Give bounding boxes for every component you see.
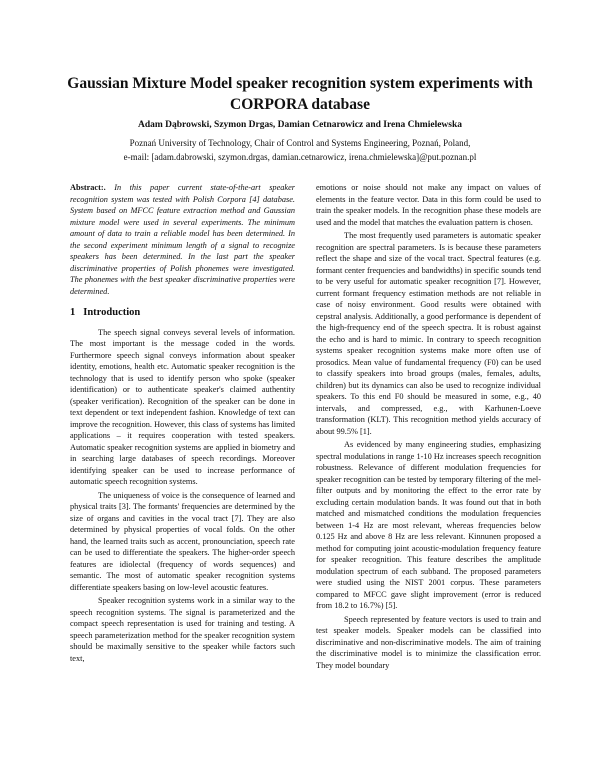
affiliation: Poznań University of Technology, Chair of Control and Systems Engineering, Poznań, Poland, [129, 138, 471, 148]
right-column [316, 182, 541, 673]
email: e-mail: [adam.dabrowski, szymon.drgas, damian.cetnarowicz, irena.chmielewska]@put.poznan.pl [123, 152, 477, 162]
abstract-text: In this paper current state-of-the-art speaker recognition system was tested with Polish Corpora [4] database. System based on MFCC feature extraction method and Gaussian mixture model were used in several experiments. The minimum amount of data to train a reliable model has been determined. In the second experiment minimum length of a signal to recognize speakers has been determined. In the last part the speaker discriminative properties of Polish phonemes were investigated. The phonemes with the best speaker discriminative properties were determined. [70, 183, 295, 296]
left-column [70, 182, 295, 666]
section-heading-introduction [70, 307, 295, 319]
paragraph: As evidenced by many engineering studies, emphasizing spectral modulations in range 1-10 Hz increases speech recognition robustness. Relevance of different modulation frequencies for speaker recognition can be tested by temporary filtering of the mel-filter outputs and by monitoring the effect to the error rate by excluding certain modulation bands. It was found out that in both matched and mismatched conditions the modulation frequencies between 1-4 Hz are most relevant, whereas frequencies below 0.125 Hz and above 8 Hz are less relevant. Kinnunen proposed a method for computing joint acoustic-modulation frequency feature for speaker recognition. This feature describes the amplitude modulation spectrum of each subband. The proposed parameters were studied using the NIST 2001 corpus. These parameters compared to MFCC gave slight improvement (error is reduced from 18.2 to 16.7%) [5]. [316, 440, 541, 610]
section-number: 1 [70, 307, 76, 318]
abstract [70, 182, 295, 297]
paragraph: The uniqueness of voice is the consequence of learned and physical traits [3]. The formants' frequencies are determined by the size of organs and cavities in the vocal tract [7]. They are also determined by physical properties of vocal folds. On the other hand, the learned traits such as accent, pronounciation, speech rate can be used to differentiate the speakers. The higher-order speech features are idiolectal (frequency of words sequences) and semantic. The most of automatic speaker recognition systems differentiate speakers basing on low-level acoustic features. [70, 490, 295, 592]
paragraph: Speech represented by feature vectors is used to train and test speaker models. Speaker models can be classified into discriminative and non-discriminative models. The aim of training the discriminative model is to minimize the classification error. They model boundary [316, 614, 541, 670]
paper-title: Gaussian Mixture Model speaker recognition system experiments with CORPORA database [67, 75, 533, 113]
paragraph: The most frequently used parameters is automatic speaker recognition are spectral parameters. Is is because these parameters reflect the shape and size of the vocal tract. Spectral features (e.g. formant center frequencies and bandwidths) in specific sounds tend to be very useful for automatic speaker recognition [7]. However, current formant frequency estimation methods are not reliable in case of noisy environment. Good results were obtained with cepstral analysis. Additionally, a good performance is dependent of the high-frequency end of the speech spectra. It is robust against the echo and is hard to mimic. In contrary to speech recognition systems speaker recognition systems make more often use of prosodics. Mean value of fundamental frequency (F0) can be used to classify speakers into broad groups (males, females, adults, children) but its dynamics can also be used to recognize individual speakers. To this end F0 should be measured in some, e.g., 40 intervals, and compressed, e.g., with Karhunen-Loeve transformation (KLT). This recognition method yields accuracy of about 99.5% [1]. [316, 231, 541, 436]
abstract-label: Abstract:. [70, 183, 106, 192]
affiliation-block [40, 136, 560, 164]
paper-authors: Adam Dąbrowski, Szymon Drgas, Damian Cetnarowicz and Irena Chmielewska [137, 120, 463, 130]
paragraph: emotions or noise should not make any impact on values of elements in the feature vector. Data in this form could be used to train the speaker models. In the recognition phase these models are used and the model that matches the evaluation pattern is chosen. [316, 183, 541, 227]
paragraph: The speech signal conveys several levels of information. The most important is the message coded in the words. Furthermore speech signal conveys information about speaker identity, emotions, health etc. Automatic speaker recognition is the technology that is used to identify person who spoke (speaker identification) or to authenticate speaker's claimed authentity (speaker verification). Recognition of the speaker can be done in text dependent or text independent fashion. Knowledge of text can improve the recognition. However, this class of systems has limited applications – it requires cooperation with tested speakers. Automatic speaker recognition systems are applied in biometry and in searching large databases of speech recordings. Moreover identifying speaker can be used to increase performance of automatic speech recognition systems. [70, 327, 295, 486]
paragraph: Speaker recognition systems work in a similar way to the speech recognition systems. The signal is parameterized and the compact speech representation is used for training and testing. A speech parameterization method for the speaker recognition system should be maximally sensitive to the speaker while factors such text, [70, 596, 295, 663]
section-title: Introduction [83, 307, 141, 318]
